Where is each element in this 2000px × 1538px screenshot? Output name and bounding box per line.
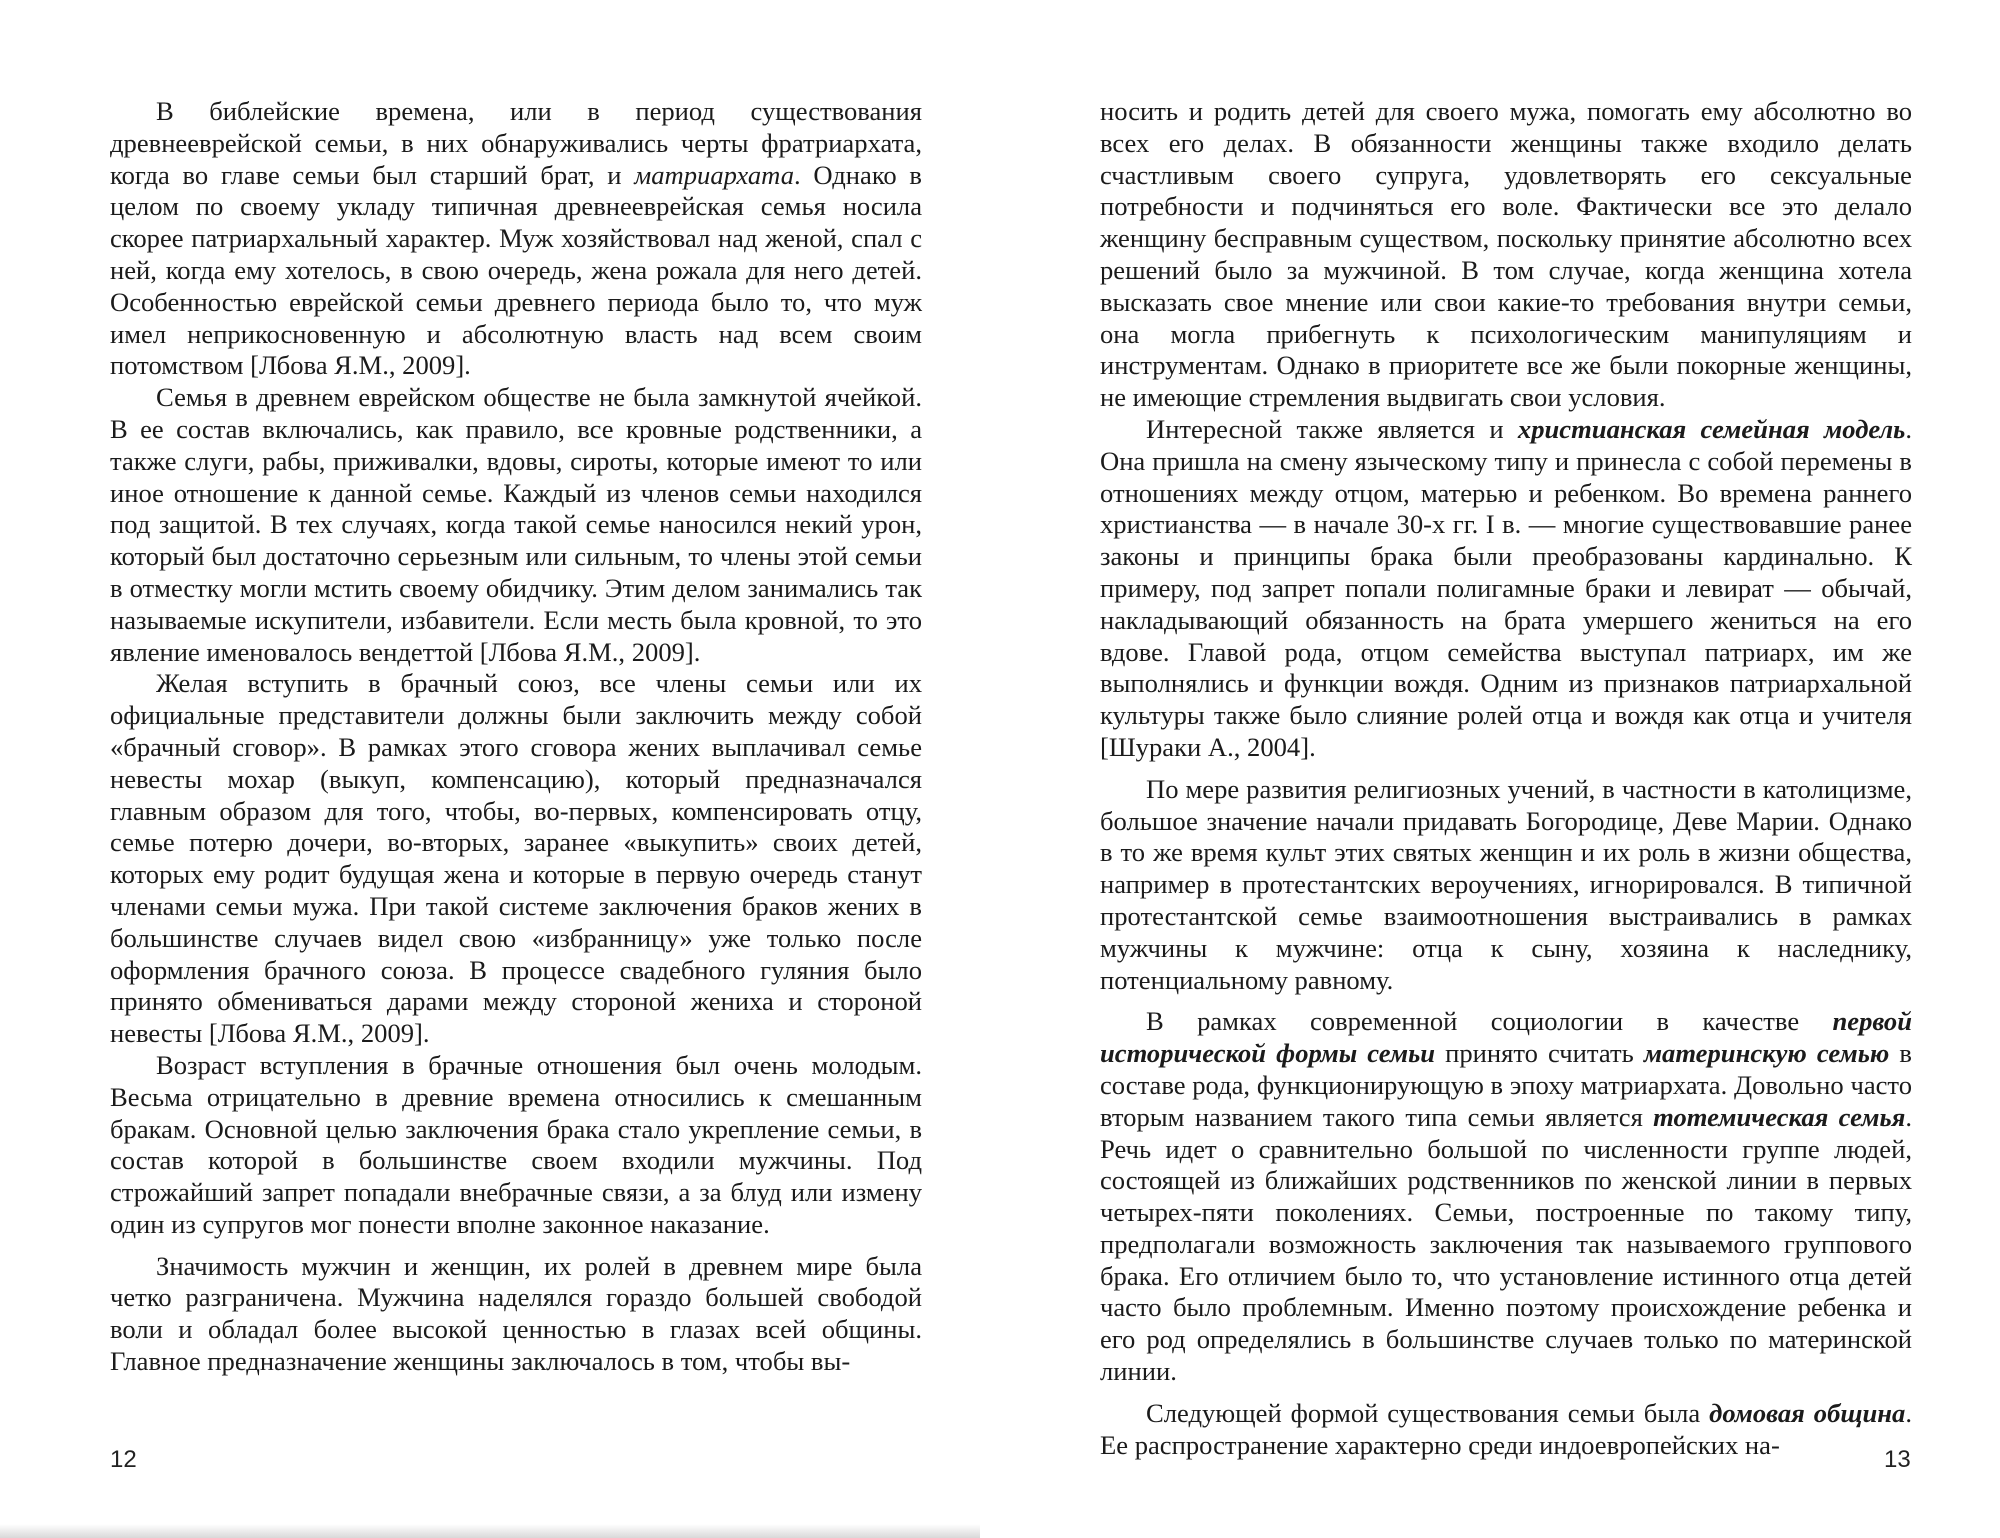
text-run: Следующей формой существования семьи была [1146,1397,1710,1428]
bold-term: тотемическая семья [1653,1101,1906,1132]
bold-term: домовая община [1709,1397,1906,1428]
text-run: носить и родить детей для своего мужа, помогать ему абсолютно во всех его делах. В обязанности женщины также входило делать счастливым своего супруга, удовлетворять его сексуальные потребности и подчиняться его воле. Фактически все это делало женщину бесправным существом, поскольку принятие абсолютно всех решений было за мужчиной. В том случае, когда женщина хотела высказать свое мнение или свои какие-то требования внутри семьи, она могла прибегнуть к психологическим манипуляциям и инструментам. Однако в приоритете все же были покорные женщины, не имеющие стремления выдвигать свои условия. [1100,96,1912,413]
page-edge-shadow [0,1524,980,1538]
text-run: Семья в древнем еврейском обществе не была замкнутой ячейкой. В ее состав включались, как правило, все кровные родственники, а также слуги, рабы, приживалки, вдовы, сироты, которые имеют то или иное отношение к данной семье. Каждый из членов семьи находился под защитой. В тех случаях, когда такой семье наносился некий урон, который был достаточно серьезным или сильным, то члены этой семьи в отместку могли мстить своему обидчику. Этим делом занимались так называемые искупители, избавители. Если месть была кровной, то это явление именовалось вендеттой [Лбова Я.М., 2009]. [110,382,922,667]
paragraph [1100,1006,1912,1388]
left-page [110,96,922,1476]
text-run: принято считать [1435,1038,1644,1069]
paragraph [1100,414,1912,764]
text-run: Возраст вступления в брачные отношения был очень молодым. Весьма отрицательно в древние времена относились к смешанным бракам. Основной целью заключения брака стало укрепление семьи, в состав которой в большинстве своем входили мужчины. Под строжайший запрет попадали внебрачные связи, а за блуд или измену один из супругов мог понести вполне законное наказание. [110,1049,922,1239]
paragraph [1100,1398,1912,1462]
text-run: . Однако в целом по своему укладу типичная древнееврейская семья носила скорее патриархальный характер. Муж хозяйствовал над женой, спал с ней, когда ему хотелось, в свою очередь, жена рожала для него детей. Особенностью еврейской семьи древнего периода было то, что муж имел неприкосновенную и абсолютную власть над всем своим потомством [Лбова Я.М., 2009]. [110,159,922,381]
bold-term: материнскую семью [1643,1038,1890,1069]
text-run: . Ее распространение характерно среди индоевропейских на- [1100,1397,1912,1460]
bold-term: первой исторической формы семьи [1100,1006,1912,1069]
bold-term: христианская семейная модель [1517,413,1906,444]
paragraph [110,1251,922,1378]
right-page [1100,96,1912,1476]
italic-term: матриархата [634,159,794,190]
paragraph [110,1050,922,1241]
paragraph [1100,774,1912,997]
text-run: Желая вступить в брачный союз, все члены семьи или их официальные представители должны были заключить между собой «брачный сговор». В рамках этого сговора жених выплачивал семье невесты мохар (выкуп, компенсацию), который предназначался главным образом для того, чтобы, во-первых, компенсировать отцу, семье потерю дочери, во-вторых, заранее «выкупить» своих детей, которых ему родит будущая жена и которые в первую очередь станут членами семьи мужа. При такой системе заключения браков жених в большинстве случаев видел свою «избранницу» уже только после оформления брачного союза. В процессе свадебного гуляния было принято обмениваться дарами между стороной жениха и стороной невесты [Лбова Я.М., 2009]. [110,668,922,1049]
text-run: . Она пришла на смену языческому типу и принесла с собой перемены в отношениях между отцом, матерью и ребенком. Во времена раннего христианства — в начале 30-х гг. I в. — многие существовавшие ранее законы и принципы брака были преобразованы кардинально. К примеру, под запрет попали полигамные браки и левират — обычай, накладывающий обязанность на брата умершего жениться на его вдове. Главой рода, отцом семейства выступал патриарх, им же выполнялись и функции вождя. Одним из признаков патриархальной культуры также было слияние ролей отца и вождя как отца и учителя [Шураки А., 2004]. [1100,413,1912,762]
paragraph [1100,96,1912,414]
paragraph [110,668,922,1050]
paragraph [110,382,922,668]
paragraph [110,96,922,382]
text-run: В библейские времена, или в период существования древнееврейской семьи, в них обнаруживались черты фратриархата, когда во главе семьи был старший брат, и [110,96,922,190]
text-run: Интересной также является и [1146,413,1518,444]
text-run: в составе рода, функционирующую в эпоху матриархата. Довольно часто вторым названием такого типа семьи является [1100,1038,1912,1132]
text-run: Значимость мужчин и женщин, их ролей в древнем мире была четко разграничена. Мужчина наделялся гораздо большей свободой воли и обладал более высокой ценностью в глазах всей общины. Главное предназначение женщины заключалось в том, чтобы вы- [110,1250,922,1377]
page-number-left: 12 [110,1446,137,1473]
page-number-right: 13 [1884,1446,1911,1473]
text-run: В рамках современной социологии в качестве [1146,1006,1833,1037]
text-run: . Речь идет о сравнительно большой по численности группе людей, состоящей из ближайших родственников по женской линии в первых четырех-пяти поколениях. Семьи, построенные по такому типу, предполагали возможность заключения так называемого группового брака. Его отличием было то, что установление истинного отца детей часто было проблемным. Именно поэтому происхождение ребенка и его род определялись в большинстве случаев только по материнской линии. [1100,1101,1912,1387]
text-run: По мере развития религиозных учений, в частности в католицизме, большое значение начали придавать Богородице, Деве Марии. Однако в то же время культ этих святых женщин и их роль в жизни общества, например в протестантских вероучениях, игнорировался. В типичной протестантской семье взаимоотношения выстраивались в рамках мужчины к мужчине: отца к сыну, хозяина к наследнику, потенциальному равному. [1100,773,1912,995]
